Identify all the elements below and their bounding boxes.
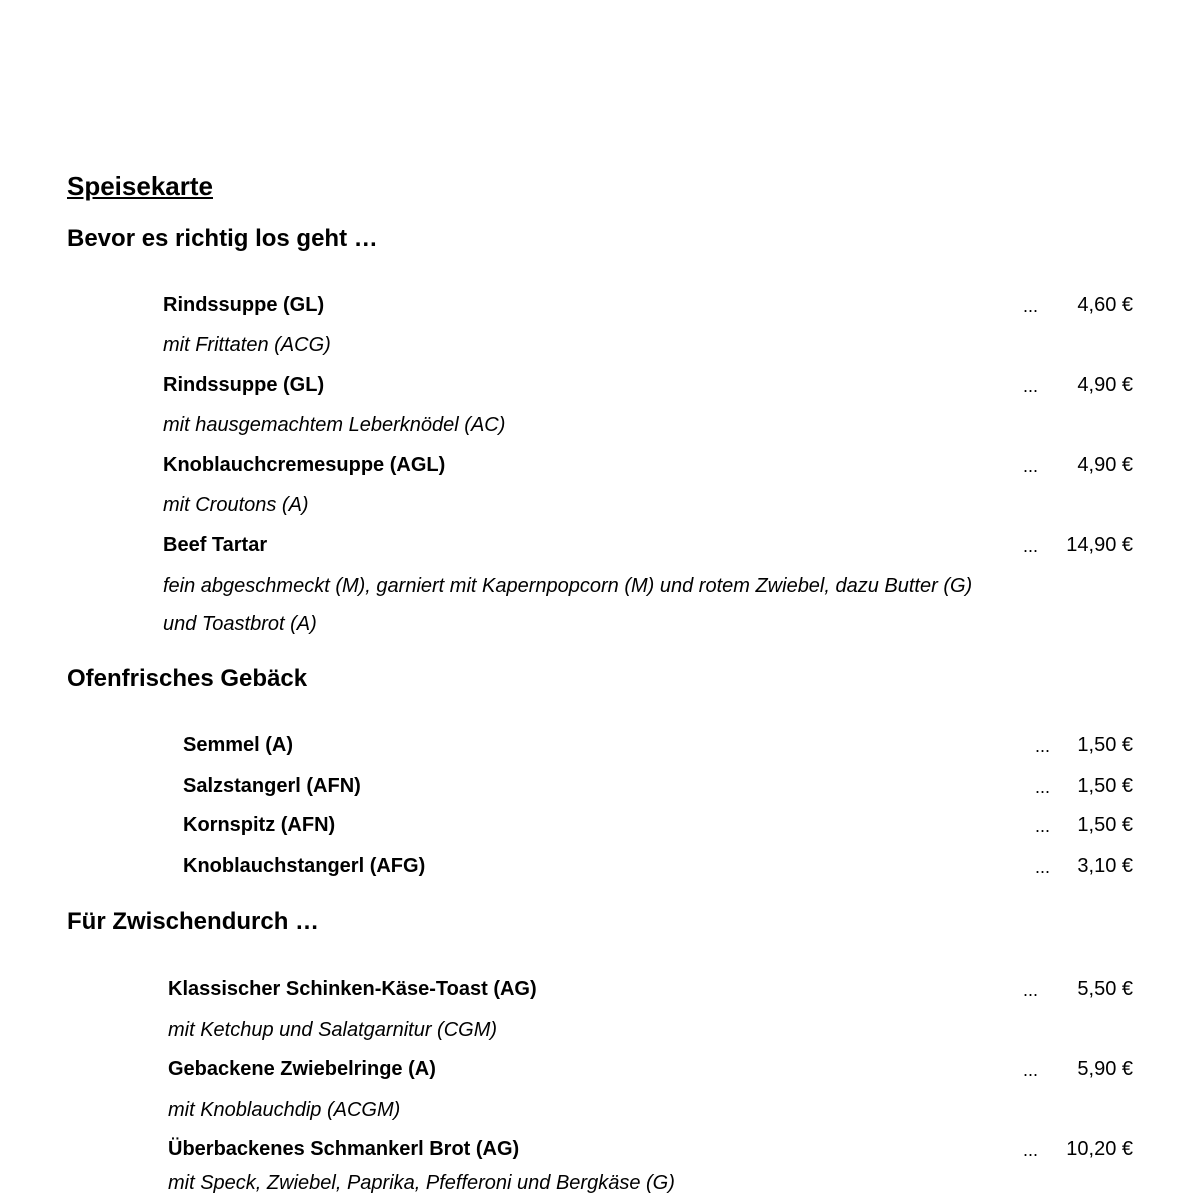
item-price: 4,60 € bbox=[1077, 294, 1133, 316]
item-price: 14,90 € bbox=[1066, 534, 1133, 556]
item-price: 3,10 € bbox=[1077, 855, 1133, 877]
item-name: Kornspitz (AFN) bbox=[183, 814, 336, 836]
item-price: 5,50 € bbox=[1077, 978, 1133, 1000]
item-description: mit Speck, Zwiebel, Paprika, Pfefferoni und Bergkäse (G) bbox=[168, 1172, 675, 1194]
item-name: Überbackenes Schmankerl Brot (AG) bbox=[168, 1138, 520, 1160]
price-dots: ... bbox=[1023, 536, 1039, 556]
section-heading-bakery: Ofenfrisches Gebäck bbox=[67, 665, 308, 692]
item-description: mit Frittaten (ACG) bbox=[163, 334, 331, 356]
price-dots: ... bbox=[1023, 1060, 1039, 1080]
item-name: Semmel (A) bbox=[183, 734, 294, 756]
price-dots: ... bbox=[1035, 857, 1051, 877]
item-price: 10,20 € bbox=[1066, 1138, 1133, 1160]
item-name: Knoblauchstangerl (AFG) bbox=[183, 855, 426, 877]
section-heading-starters: Bevor es richtig los geht … bbox=[67, 225, 378, 252]
price-dots: ... bbox=[1035, 736, 1051, 756]
price-dots: ... bbox=[1035, 777, 1051, 797]
price-dots: ... bbox=[1023, 376, 1039, 396]
section-heading-snacks: Für Zwischendurch … bbox=[67, 908, 320, 935]
item-price: 4,90 € bbox=[1077, 374, 1133, 396]
item-name: Knoblauchcremesuppe (AGL) bbox=[163, 454, 446, 476]
menu-title: Speisekarte bbox=[67, 171, 213, 201]
price-dots: ... bbox=[1023, 980, 1039, 1000]
price-dots: ... bbox=[1023, 1140, 1039, 1160]
price-dots: ... bbox=[1035, 816, 1051, 836]
item-description: mit Croutons (A) bbox=[163, 494, 309, 516]
item-description: mit Ketchup und Salatgarnitur (CGM) bbox=[168, 1019, 498, 1041]
item-price: 1,50 € bbox=[1077, 814, 1133, 836]
item-name: Rindssuppe (GL) bbox=[163, 374, 325, 396]
item-price: 1,50 € bbox=[1077, 775, 1133, 797]
item-name: Salzstangerl (AFN) bbox=[183, 775, 361, 797]
item-name: Beef Tartar bbox=[163, 534, 268, 556]
price-dots: ... bbox=[1023, 456, 1039, 476]
item-description: mit hausgemachtem Leberknödel (AC) bbox=[163, 414, 506, 436]
item-name: Rindssuppe (GL) bbox=[163, 294, 325, 316]
item-description: mit Knoblauchdip (ACGM) bbox=[168, 1099, 401, 1121]
item-name: Gebackene Zwiebelringe (A) bbox=[168, 1058, 436, 1080]
item-name: Klassischer Schinken-Käse-Toast (AG) bbox=[168, 978, 537, 1000]
item-price: 5,90 € bbox=[1077, 1058, 1133, 1080]
item-price: 4,90 € bbox=[1077, 454, 1133, 476]
price-dots: ... bbox=[1023, 296, 1039, 316]
item-description: fein abgeschmeckt (M), garniert mit Kapernpopcorn (M) und rotem Zwiebel, dazu Butter (G) und Toastbrot (A) bbox=[163, 575, 973, 635]
item-price: 1,50 € bbox=[1077, 734, 1133, 756]
